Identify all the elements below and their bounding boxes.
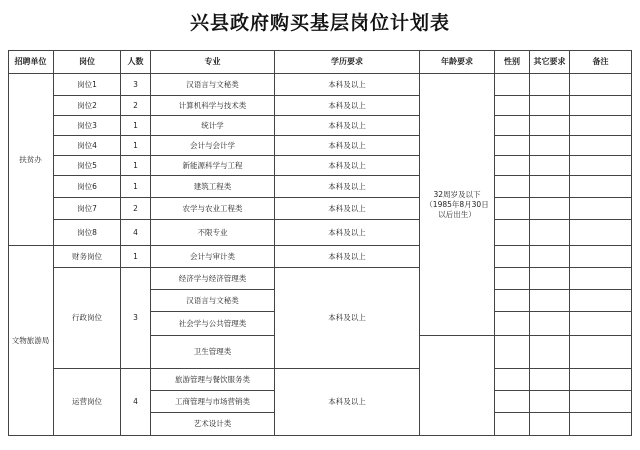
note-cell (570, 336, 632, 369)
count-ops: 4 (121, 369, 151, 436)
other-cell (530, 136, 570, 156)
education-cell: 本科及以上 (275, 156, 420, 176)
header-note: 备注 (570, 50, 632, 74)
education-cell: 本科及以上 (275, 246, 420, 268)
major-cell: 计算机科学与技术类 (151, 96, 275, 116)
count-admin: 3 (121, 268, 151, 369)
major-cell: 社会学与公共管理类 (151, 312, 275, 336)
header-major: 专业 (151, 50, 275, 74)
note-cell (570, 391, 632, 413)
count-cell: 1 (121, 116, 151, 136)
other-cell (530, 156, 570, 176)
other-cell (530, 116, 570, 136)
position-admin: 行政岗位 (54, 268, 121, 369)
education-admin: 本科及以上 (275, 268, 420, 369)
major-cell: 农学与农业工程类 (151, 198, 275, 220)
header-age: 年龄要求 (420, 50, 495, 74)
header-gender: 性别 (495, 50, 530, 74)
major-cell: 经济学与经济管理类 (151, 268, 275, 290)
note-cell (570, 220, 632, 246)
gender-cell (495, 96, 530, 116)
position-cell: 岗位3 (54, 116, 121, 136)
other-cell (530, 198, 570, 220)
education-cell: 本科及以上 (275, 116, 420, 136)
gender-cell (495, 156, 530, 176)
other-cell (530, 312, 570, 336)
position-ops: 运营岗位 (54, 369, 121, 436)
position-cell: 岗位7 (54, 198, 121, 220)
header-other: 其它要求 (530, 50, 570, 74)
major-cell: 工商管理与市场营销类 (151, 391, 275, 413)
note-cell (570, 413, 632, 436)
other-cell (530, 246, 570, 268)
note-cell (570, 198, 632, 220)
unit-fupin: 扶贫办 (8, 74, 54, 246)
note-cell (570, 136, 632, 156)
other-cell (530, 74, 570, 96)
page-title: 兴县政府购买基层岗位计划表 (189, 12, 450, 34)
age-empty-cell (420, 336, 495, 436)
note-cell (570, 246, 632, 268)
note-cell (570, 74, 632, 96)
count-cell: 3 (121, 74, 151, 96)
header-unit: 招聘单位 (8, 50, 54, 74)
position-cell: 岗位4 (54, 136, 121, 156)
major-cell: 不限专业 (151, 220, 275, 246)
gender-cell (495, 369, 530, 391)
age-requirement-cell: 32周岁及以下（1985年8月30日以后出生） (420, 74, 495, 336)
other-cell (530, 268, 570, 290)
major-cell: 统计学 (151, 116, 275, 136)
other-cell (530, 176, 570, 198)
education-cell: 本科及以上 (275, 136, 420, 156)
other-cell (530, 96, 570, 116)
gender-cell (495, 391, 530, 413)
count-cell: 1 (121, 176, 151, 198)
note-cell (570, 312, 632, 336)
position-cell: 岗位1 (54, 74, 121, 96)
count-cell: 4 (121, 220, 151, 246)
gender-cell (495, 74, 530, 96)
note-cell (570, 290, 632, 312)
education-cell: 本科及以上 (275, 176, 420, 198)
position-cell: 岗位8 (54, 220, 121, 246)
major-cell: 汉语言与文秘类 (151, 74, 275, 96)
note-cell (570, 369, 632, 391)
position-cell: 岗位5 (54, 156, 121, 176)
note-cell (570, 176, 632, 198)
gender-cell (495, 116, 530, 136)
other-cell (530, 290, 570, 312)
gender-cell (495, 136, 530, 156)
unit-wenlv: 文物旅游局 (8, 246, 54, 436)
major-cell: 旅游管理与餐饮服务类 (151, 369, 275, 391)
gender-cell (495, 413, 530, 436)
count-cell: 1 (121, 246, 151, 268)
header-count: 人数 (121, 50, 151, 74)
major-cell: 会计与会计学 (151, 136, 275, 156)
note-cell (570, 116, 632, 136)
count-cell: 1 (121, 136, 151, 156)
header-position: 岗位 (54, 50, 121, 74)
gender-cell (495, 220, 530, 246)
major-cell: 新能源科学与工程 (151, 156, 275, 176)
note-cell (570, 268, 632, 290)
position-cell: 岗位6 (54, 176, 121, 198)
education-cell: 本科及以上 (275, 96, 420, 116)
count-cell: 2 (121, 198, 151, 220)
major-cell: 汉语言与文秘类 (151, 290, 275, 312)
count-cell: 1 (121, 156, 151, 176)
gender-cell (495, 290, 530, 312)
education-ops: 本科及以上 (275, 369, 420, 436)
other-cell (530, 369, 570, 391)
other-cell (530, 413, 570, 436)
gender-cell (495, 198, 530, 220)
position-cell: 财务岗位 (54, 246, 121, 268)
education-cell: 本科及以上 (275, 74, 420, 96)
other-cell (530, 391, 570, 413)
education-cell: 本科及以上 (275, 220, 420, 246)
other-cell (530, 220, 570, 246)
position-cell: 岗位2 (54, 96, 121, 116)
major-cell: 卫生管理类 (151, 336, 275, 369)
gender-cell (495, 336, 530, 369)
other-cell (530, 336, 570, 369)
note-cell (570, 156, 632, 176)
major-cell: 艺术设计类 (151, 413, 275, 436)
gender-cell (495, 312, 530, 336)
gender-cell (495, 176, 530, 198)
gender-cell (495, 246, 530, 268)
count-cell: 2 (121, 96, 151, 116)
education-cell: 本科及以上 (275, 198, 420, 220)
major-cell: 建筑工程类 (151, 176, 275, 198)
note-cell (570, 96, 632, 116)
header-education: 学历要求 (275, 50, 420, 74)
major-cell: 会计与审计类 (151, 246, 275, 268)
gender-cell (495, 268, 530, 290)
